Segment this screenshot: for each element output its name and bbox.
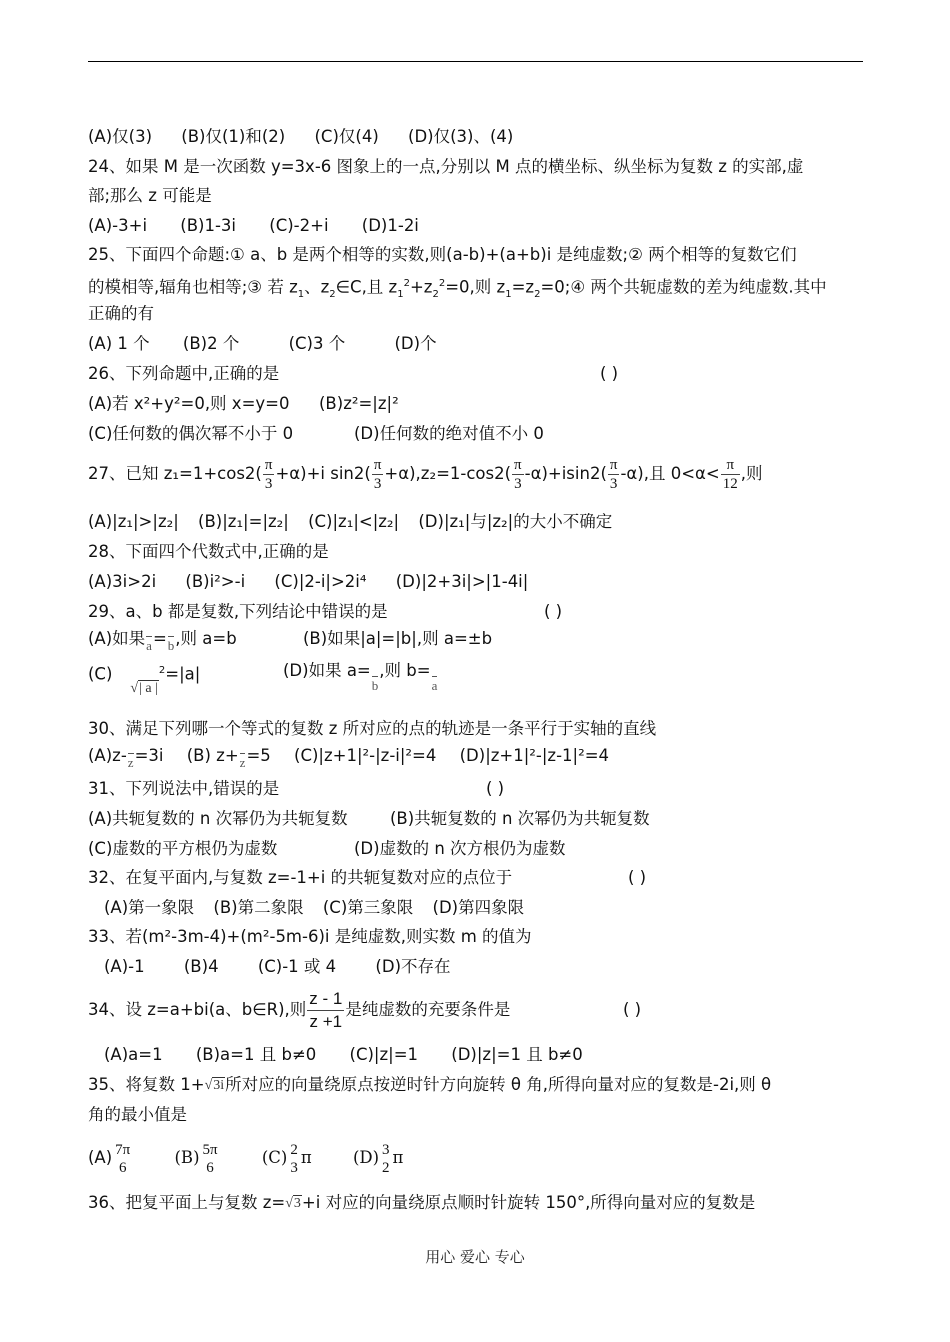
option-d: (D)|z₁|与|z₂|的大小不确定 [418,512,613,531]
pi-symbol: π [300,1148,312,1167]
q31-option-a: (A)共轭复数的 n 次幂仍为共轭复数 [88,809,348,828]
subscript: 1 [297,288,305,300]
option-b: (B)第二象限 [213,898,304,917]
answer-paren: ( ) [628,868,647,887]
q25-options [88,333,437,355]
option-c: (C)-2+i [269,216,329,235]
text: =0,则 z [445,277,506,297]
q30-options [88,745,609,774]
fraction-7pi-6 [113,1141,132,1177]
answer-paren: ( ) [544,602,563,621]
option-b: (B)|z₁|=|z₂| [198,512,289,531]
text: -α),且 0<α< [620,464,720,483]
option-c-label: (C) [261,1148,288,1167]
text: +i 对应的向量绕原点顺时针旋转 150°,所得向量对应的复数是 [301,1193,756,1212]
option-a: (A)-3+i [88,216,148,235]
denominator: 3 [609,476,618,492]
fraction-3-2 [380,1141,392,1177]
denominator: 6 [118,1159,127,1176]
option-c: (C)第三象限 [322,898,414,917]
answer-paren: ( ) [600,364,619,383]
option-a: (A)-1 [104,957,145,976]
option-b-label: (B) [174,1148,200,1167]
text: =z [511,277,535,297]
page-footer: 用心 爱心 专心 [425,1248,525,1266]
q24-options [88,215,419,237]
sqrt-expression: √| a | [130,680,158,696]
q31-option-b: (B)共轭复数的 n 次幂仍为共轭复数 [390,809,650,828]
radicand: 3 [293,1195,301,1211]
stem-text: 26、下列命题中,正确的是 [88,364,280,383]
text: 、z [304,277,330,297]
text: 的模相等,辐角也相等;③ 若 z [88,277,298,297]
q29-option-b: (B)如果|a|=|b|,则 a=±b [303,629,493,648]
radicand: | a | [139,680,158,696]
option-d: (D)|z|=1 且 b≠0 [451,1045,583,1064]
q36-stem [88,1192,755,1215]
text: +α),z₂=1-cos2( [384,464,512,483]
fraction-pi-3 [512,456,524,493]
text: ∈C,且 z [335,277,398,297]
text: ,则 b= [379,661,431,680]
fraction-5pi-6 [201,1141,220,1177]
q27-stem [88,456,763,493]
text: =0;④ 两个共轭虚数的差为纯虚数.其中 [540,277,827,297]
option-b: (B)2 个 [182,334,240,353]
q26-option-a: (A)若 x²+y²=0,则 x=y=0 [88,394,290,413]
subscript: 1 [397,288,404,300]
text: =3i [134,746,164,765]
text: ,则 a=b [175,629,237,648]
numerator: 2 [290,1141,298,1158]
q26-option-c: (C)任何数的偶次幂不小于 0 [88,424,294,443]
option-b: (B)a=1 且 b≠0 [195,1045,317,1064]
option-a-label: (A) [88,1148,113,1167]
conjugate-b: b [372,675,379,697]
text: +α)+i sin2( [275,464,371,483]
q34-stem [88,985,510,1035]
option-a: (A)a=1 [104,1045,163,1064]
conjugate-a: a [432,675,438,697]
q26-option-d: (D)任何数的绝对值不小 0 [354,424,544,443]
subscript: 2 [432,288,439,300]
subscript: 2 [329,288,336,300]
q29-stem: 29、a、b 都是复数,下列结论中错误的是 [88,602,388,621]
option-d: (D)第四象限 [432,898,525,917]
option-a [88,746,164,770]
answer-paren: ( ) [486,779,505,798]
q24-stem-line1: 24、如果 M 是一次函数 y=3x-6 图象上的一点,分别以 M 点的横坐标、纵坐标为复数 z 的实部,虚 [88,157,804,176]
fraction-pi-3 [608,456,620,493]
q29-option-c [88,660,200,700]
q25-stem-line3: 正确的有 [88,304,154,323]
sqrt-3: √3 [285,1195,301,1211]
q31-option-c: (C)虚数的平方根仍为虚数 [88,839,278,858]
q35-stem-line1 [88,1074,771,1097]
option-b: (B)4 [183,957,219,976]
numerator: π [609,457,618,473]
numerator: π [264,457,273,473]
subscript: 1 [505,288,512,300]
q25-stem-line2 [88,273,827,306]
conjugate-z: z [240,752,246,774]
sqrt-3i: √3i [204,1077,225,1093]
option-c: (C)仅(4) [314,127,379,146]
q30-stem: 30、满足下列哪一个等式的复数 z 所对应的点的轨迹是一条平行于实轴的直线 [88,719,657,738]
option-d: (D)个 [394,334,437,353]
numerator: 3 [382,1141,390,1158]
text: (B) z+ [186,746,239,765]
fraction-2-3 [288,1141,300,1177]
subscript: 2 [534,288,541,300]
text: 所对应的向量绕原点按逆时针方向旋转 θ 角,所得向量对应的复数是-2i,则 θ [225,1075,772,1094]
fraction-pi-3 [263,456,275,493]
pi-symbol: π [392,1148,404,1167]
option-b: (B)仅(1)和(2) [181,127,286,146]
fraction-pi-3 [372,456,384,493]
radicand: 3i [213,1077,225,1093]
q25-stem-line1: 25、下面四个命题:① a、b 是两个相等的实数,则(a-b)+(a+b)i 是纯虚数;② 两个相等的复数它们 [88,245,797,264]
q34-options [104,1044,583,1066]
option-c: (C)|z|=1 [349,1045,419,1064]
option-c: (C)|z₁|<|z₂| [308,512,400,531]
option-d: (D)|z+1|²-|z-1|²=4 [459,746,610,765]
q27-options [88,511,612,533]
q28-stem: 28、下面四个代数式中,正确的是 [88,542,329,561]
text: =5 [246,746,271,765]
superscript: 2 [403,278,410,289]
numerator: 5π [202,1141,218,1158]
text: (D)如果 a= [283,661,371,680]
q33-options [104,956,451,978]
header-rule [88,61,863,62]
numerator: π [721,456,740,475]
text: 是纯虚数的充要条件是 [345,1000,511,1019]
text: (A)z- [88,746,127,765]
q24-stem-line2: 部;那么 z 可能是 [88,186,212,205]
text: +z [409,277,433,297]
option-c: (C)|2-i|>2i⁴ [274,572,367,591]
q29-option-d [283,660,438,697]
option-d: (D)不存在 [375,957,451,976]
option-a: (A)3i>2i [88,572,157,591]
option-b [186,746,271,770]
option-d: (D)1-2i [361,216,419,235]
text: 36、把复平面上与复数 z= [88,1193,286,1212]
q35-options [88,1136,403,1180]
q33-stem: 33、若(m²-3m-4)+(m²-5m-6)i 是纯虚数,则实数 m 的值为 [88,927,532,946]
denominator: 3 [264,476,273,492]
q32-stem: 32、在复平面内,与复数 z=-1+i 的共轭复数对应的点位于 [88,868,513,887]
q32-options [104,897,524,919]
option-c: (C)3 个 [288,334,346,353]
option-d: (D)仅(3)、(4) [408,127,514,146]
q31-option-d: (D)虚数的 n 次方根仍为虚数 [354,839,566,858]
fraction-z-minus-1-over-z-plus-1 [307,988,344,1033]
option-a: (A)|z₁|>|z₂| [88,512,179,531]
fraction-pi-12 [721,456,740,493]
text: =|a| [165,664,201,684]
option-a: (A) 1 个 [88,334,150,353]
option-c: (C)|z+1|²-|z-i|²=4 [294,746,437,765]
text: 35、将复数 1+ [88,1075,205,1094]
superscript: 2 [438,278,446,289]
option-d-label: (D) [352,1148,380,1167]
option-d: (D)|2+3i|>|1-4i| [395,572,529,591]
option-a: (A)第一象限 [104,898,195,917]
denominator: 3 [514,476,522,492]
option-b: (B)1-3i [180,216,237,235]
denominator: 12 [722,476,738,492]
q28-options [88,571,528,593]
denominator: 6 [206,1159,214,1176]
text: ,则 [740,464,763,483]
q35-stem-line2: 角的最小值是 [88,1105,187,1124]
text: = [152,629,167,648]
denominator: z +1 [309,1012,343,1031]
conjugate-a: a [146,635,152,657]
q26-stem [88,363,279,385]
numerator: π [514,457,522,473]
conjugate-z: z [128,752,134,774]
superscript: 2 [158,665,166,676]
text: -α)+isin2( [524,464,607,483]
numerator: 7π [115,1141,131,1158]
option-c: (C)-1 或 4 [257,957,337,976]
q31-stem: 31、下列说法中,错误的是 [88,779,280,798]
text: (C) [88,664,113,684]
text: 27、已知 z₁=1+cos2( [88,464,262,483]
q26-option-b: (B)z²=|z|² [319,394,399,413]
denominator: 3 [373,476,382,492]
q23-options [88,126,513,148]
text: 34、设 z=a+bi(a、b∈R),则 [88,1000,307,1019]
denominator: 3 [290,1159,298,1176]
option-a: (A)仅(3) [88,127,153,146]
numerator: π [373,457,382,473]
conjugate-b: b [168,635,175,657]
q29-option-a [88,628,237,657]
text: (A)如果 [88,629,146,648]
answer-paren: ( ) [623,1000,642,1019]
numerator: z - 1 [307,988,344,1011]
option-b: (B)i²>-i [185,572,246,591]
denominator: 2 [382,1159,390,1176]
